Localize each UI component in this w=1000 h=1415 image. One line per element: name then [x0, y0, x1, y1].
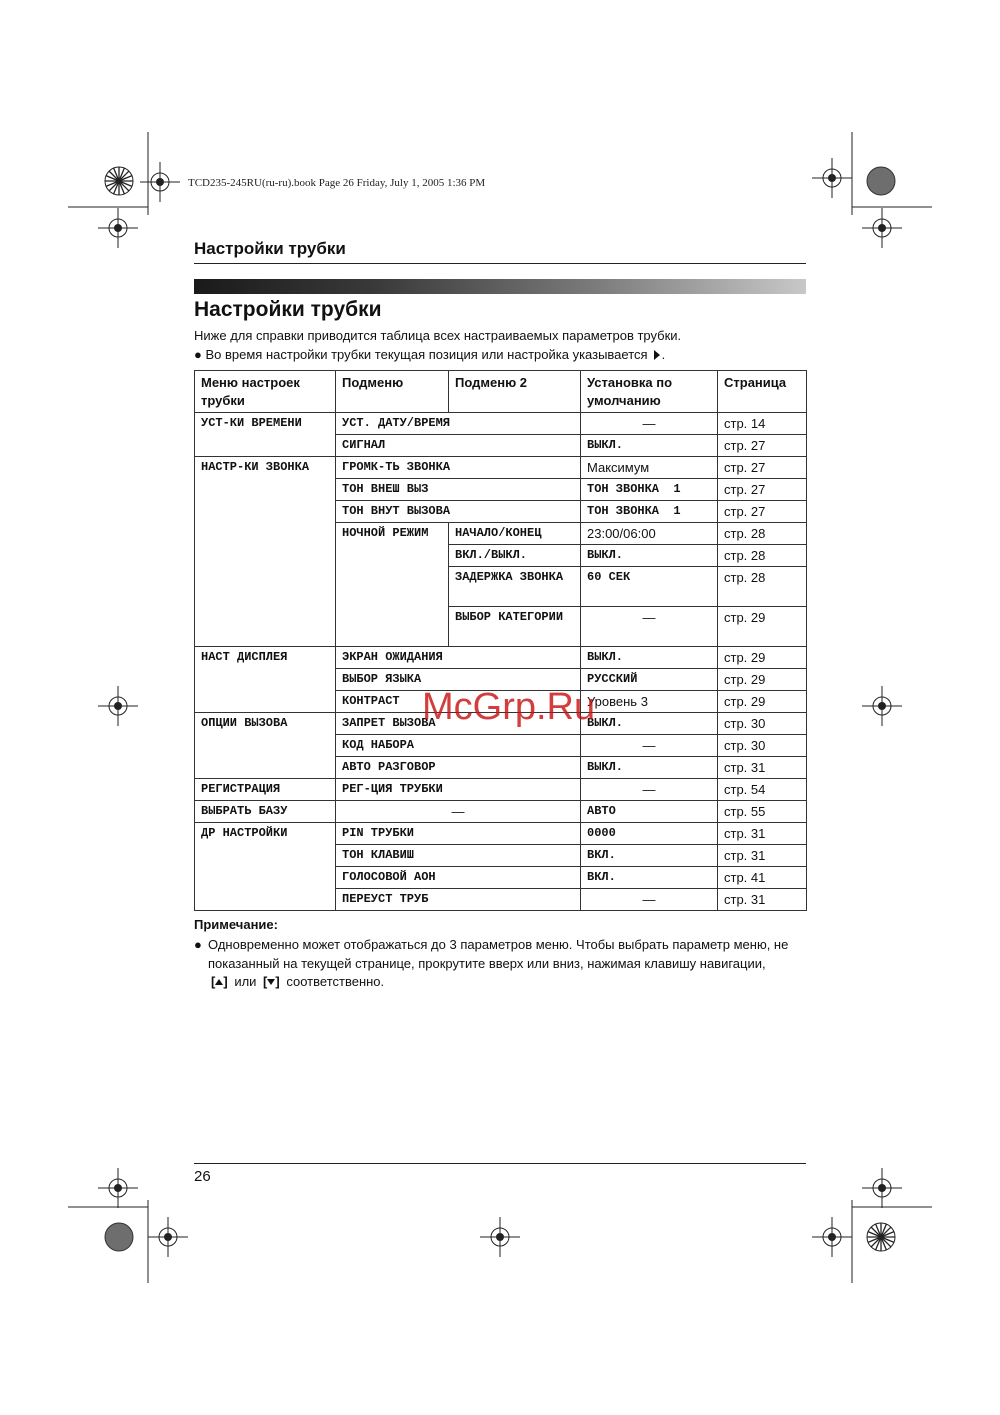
up-key: [ ] [211, 974, 228, 989]
page-cell: стр. 55 [718, 801, 807, 823]
crosshair-target-icon [812, 158, 852, 198]
page-cell: стр. 28 [718, 567, 807, 607]
crosshair-target-icon [862, 686, 902, 726]
column-header: Страница [718, 371, 807, 413]
default-cell: Максимум [581, 457, 718, 479]
table-row [195, 457, 807, 479]
watermark: McGrp.Ru [422, 686, 596, 728]
default-cell: 23:00/06:00 [581, 523, 718, 545]
color-disc-icon [104, 1222, 134, 1252]
table-row [195, 801, 807, 823]
intro-text: Ниже для справки приводится таблица всех настраиваемых параметров трубки. [194, 328, 682, 343]
default-cell: ВКЛ. [581, 845, 718, 867]
default-cell: — [581, 735, 718, 757]
page-cell: стр. 29 [718, 607, 807, 647]
crosshair-target-icon [862, 1168, 902, 1208]
default-cell: 0000 [581, 823, 718, 845]
menu-cell: ВЫБРАТЬ БАЗУ [195, 801, 336, 823]
table-row [195, 647, 807, 669]
note-or: или [234, 974, 257, 989]
note-title: Примечание: [194, 917, 278, 932]
page-cell: стр. 31 [718, 823, 807, 845]
bullet-dot: ● [194, 347, 202, 362]
menu-cell: ОПЦИИ ВЫЗОВА [195, 713, 336, 779]
page-cell: стр. 29 [718, 691, 807, 713]
default-cell: ВКЛ. [581, 867, 718, 889]
submenu-cell: НОЧНОЙ РЕЖИМ [336, 523, 449, 647]
crosshair-target-icon [148, 1217, 188, 1257]
submenu2-cell: НАЧАЛО/КОНЕЦ [449, 523, 581, 545]
cursor-arrow-icon [654, 350, 660, 360]
bullet-text: Во время настройки трубки текущая позиция или настройка указывается [205, 347, 648, 362]
column-header: Установка по умолчанию [581, 371, 718, 413]
default-cell: ВЫКЛ. [581, 545, 718, 567]
starburst-mark-icon [866, 1222, 896, 1252]
crosshair-target-icon [862, 208, 902, 248]
page-cell: стр. 31 [718, 845, 807, 867]
page-cell: стр. 30 [718, 713, 807, 735]
menu-cell: НАСТР-КИ ЗВОНКА [195, 457, 336, 647]
header-rule [194, 263, 806, 264]
submenu-cell: ЭКРАН ОЖИДАНИЯ [336, 647, 581, 669]
submenu-cell: ТОН КЛАВИШ [336, 845, 581, 867]
default-cell: АВТО [581, 801, 718, 823]
submenu-cell: ГРОМК-ТЬ ЗВОНКА [336, 457, 581, 479]
default-cell: ВЫКЛ. [581, 757, 718, 779]
page-cell: стр. 27 [718, 435, 807, 457]
page-cell: стр. 29 [718, 669, 807, 691]
submenu2-cell: ВКЛ./ВЫКЛ. [449, 545, 581, 567]
submenu-cell: СИГНАЛ [336, 435, 581, 457]
default-cell: РУССКИЙ [581, 669, 718, 691]
table-row [195, 413, 807, 435]
menu-cell: УСТ-КИ ВРЕМЕНИ [195, 413, 336, 457]
submenu-cell: ТОН ВНЕШ ВЫЗ [336, 479, 581, 501]
page-cell: стр. 28 [718, 545, 807, 567]
submenu2-cell: ВЫБОР КАТЕГОРИИ [449, 607, 581, 647]
intro-bullet [194, 347, 665, 362]
bullet-dot: ● [194, 937, 202, 952]
default-cell: ТОН ЗВОНКА 1 [581, 479, 718, 501]
crosshair-target-icon [98, 686, 138, 726]
default-cell: 60 СЕК [581, 567, 718, 607]
page-cell: стр. 31 [718, 889, 807, 911]
column-header: Подменю [336, 371, 449, 413]
table-row [195, 823, 807, 845]
page-cell: стр. 27 [718, 479, 807, 501]
crosshair-target-icon [480, 1217, 520, 1257]
page-cell: стр. 31 [718, 757, 807, 779]
submenu-cell: — [336, 801, 581, 823]
submenu-cell: ВЫБОР ЯЗЫКА [336, 669, 581, 691]
menu-cell: НАСТ ДИСПЛЕЯ [195, 647, 336, 713]
default-cell: ВЫКЛ. [581, 647, 718, 669]
submenu2-cell: ЗАДЕРЖКА ЗВОНКА [449, 567, 581, 607]
default-cell: — [581, 889, 718, 911]
submenu-cell: ТОН ВНУТ ВЫЗОВА [336, 501, 581, 523]
default-cell: ВЫКЛ. [581, 435, 718, 457]
crosshair-target-icon [98, 208, 138, 248]
submenu-cell: ГОЛОСОВОЙ АОН [336, 867, 581, 889]
note-text-1: Одновременно может отображаться до 3 параметров меню. Чтобы выбрать параметр меню, не показанный на текущей странице, прокрутите вверх или вниз, нажимая клавишу навигации, [208, 937, 789, 971]
page-cell: стр. 27 [718, 457, 807, 479]
submenu-cell: ЗАПРЕТ ВЫЗОВА [336, 713, 581, 735]
page-number: 26 [194, 1168, 211, 1185]
crosshair-target-icon [812, 1217, 852, 1257]
page-cell: стр. 41 [718, 867, 807, 889]
default-cell: ТОН ЗВОНКА 1 [581, 501, 718, 523]
note-body [194, 936, 810, 992]
menu-cell: ДР НАСТРОЙКИ [195, 823, 336, 911]
starburst-mark-icon [104, 166, 134, 196]
column-header: Меню настроек трубки [195, 371, 336, 413]
submenu-cell: УСТ. ДАТУ/ВРЕМЯ [336, 413, 581, 435]
default-cell: — [581, 413, 718, 435]
crosshair-target-icon [140, 162, 180, 202]
submenu-cell: КОД НАБОРА [336, 735, 581, 757]
column-header: Подменю 2 [449, 371, 581, 413]
section-title: Настройки трубки [194, 298, 382, 321]
crosshair-target-icon [98, 1168, 138, 1208]
submenu-cell: PIN ТРУБКИ [336, 823, 581, 845]
submenu-cell: АВТО РАЗГОВОР [336, 757, 581, 779]
down-key: [ ] [263, 974, 280, 989]
print-slug: TCD235-245RU(ru-ru).book Page 26 Friday, July 1, 2005 1:36 PM [188, 177, 486, 189]
footer-rule [194, 1163, 806, 1164]
default-cell: — [581, 607, 718, 647]
settings-table [194, 370, 807, 911]
menu-cell: РЕГИСТРАЦИЯ [195, 779, 336, 801]
default-cell: ВЫКЛ. [581, 713, 718, 735]
page-cell: стр. 28 [718, 523, 807, 545]
running-header: Настройки трубки [194, 239, 346, 258]
note-text [208, 936, 810, 992]
page-cell: стр. 54 [718, 779, 807, 801]
bullet-end: . [661, 347, 666, 362]
submenu-cell: РЕГ-ЦИЯ ТРУБКИ [336, 779, 581, 801]
page-cell: стр. 29 [718, 647, 807, 669]
table-header-row [195, 371, 807, 413]
page-cell: стр. 30 [718, 735, 807, 757]
default-cell: Уровень 3 [581, 691, 718, 713]
color-disc-icon [866, 166, 896, 196]
section-band [194, 279, 806, 294]
note-text-2: соответственно. [286, 974, 385, 989]
page-cell: стр. 27 [718, 501, 807, 523]
default-cell: — [581, 779, 718, 801]
submenu-cell: ПЕРЕУСТ ТРУБ [336, 889, 581, 911]
page-cell: стр. 14 [718, 413, 807, 435]
submenu-cell: КОНТРАСТ [336, 691, 581, 713]
table-row [195, 779, 807, 801]
